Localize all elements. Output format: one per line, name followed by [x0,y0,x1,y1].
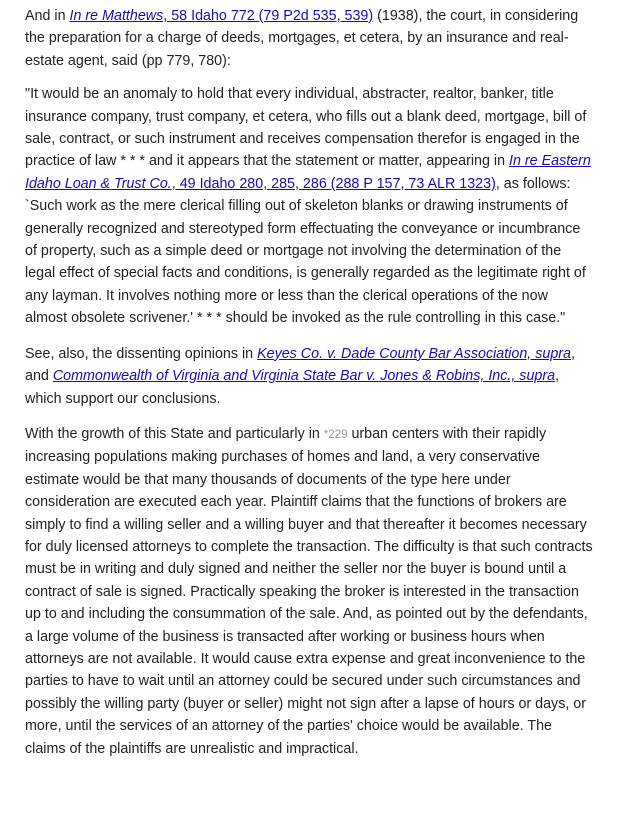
case-citation: , 58 Idaho 772 (79 P2d 535, 539) [163,8,374,24]
paragraph-text: , and [25,345,575,385]
paragraph-dissenting-opinions [25,343,593,410]
case-link-in-re-matthews[interactable] [70,8,374,24]
paragraph-block-quote [25,83,593,329]
paragraph-matthews-citation [25,5,593,72]
case-name: In re Eastern Idaho Loan & Trust Co. [25,153,591,192]
paragraph-text: (1938), the court, in considering the preparation for a charge of deeds, mortgages, et cetera, by an insurance and real-estate agent, said (pp 779, 780): [25,8,579,69]
paragraph-text: See, also, the dissenting opinions in [25,345,258,362]
paragraph-text: , which support our conclusions. [25,368,560,407]
paragraph-text: urban centers with their rapidly increasing populations making purchases of homes and land, a very conservative estimate would be that many thousands of documents of the type here under consideration are executed each year. Plaintiff claims that the functions of brokers are simply to find a willing seller and a willing buyer and that thereafter it becomes necessary for duly licensed attorneys to complete the transaction. The difficulty is that such contracts must be in writing and duly signed and neither the seller nor the buyer is bound until a contract of sale is signed. Practically speaking the broker is interested in the transaction up to and including the consummation of the sale. And, as pointed out by the defendants, a large volume of the business is transacted after working or business hours when attorneys are not available. It would cause extra expense and great inconvenience to the parties to have to wait until an attorney could be secured under such circumstances and possibly the willing party (buyer or seller) might not sign after a lapse of hours or days, or more, until the services of an attorney of the parties' choice would be available. The claims of the plaintiffs are unrealistic and impractical. [25,425,593,757]
page-number-marker: *229 [323,428,348,441]
opinion-text [25,5,593,773]
paragraph-text: With the growth of this State and particularly in [25,425,324,442]
paragraph-growth-of-state [25,423,593,760]
case-citation: , 49 Idaho 280, 285, 286 (288 P 157, 73 ALR 1323) [171,175,496,192]
paragraph-text: "It would be an anomaly to hold that every individual, abstracter, realtor, banker, title insurance company, trust company, et cetera, who fills out a blank deed, mortgage, bill of sale, contract, or such instrument and receives compensation therefor is engaged in the practice of law * * * and it appears that the statement or matter, appearing in [25,86,587,170]
case-link-keyes-co[interactable]: Keyes Co. v. Dade County Bar Association, supra [257,345,571,362]
paragraph-text: And in [25,8,70,24]
paragraph-text: , as follows: `Such work as the mere clerical filling out of skeleton blanks or drawing instruments of generally recognized and stereotyped form effectuating the conveyance or incumbrance of property, such as a simple deed or mortgage not involving the determination of the legal effect of special facts and conditions, is generally regarded as the legitimate right of any layman. It involves nothing more or less than the clerical operations of the now almost obsolete scrivener.' * * * should be invoked as the rule controlling in this case." [25,175,586,327]
case-name: In re Matthews [69,8,164,24]
case-link-commonwealth-of-virginia[interactable]: Commonwealth of Virginia and Virginia State Bar v. Jones & Robins, Inc., supra [52,368,556,385]
